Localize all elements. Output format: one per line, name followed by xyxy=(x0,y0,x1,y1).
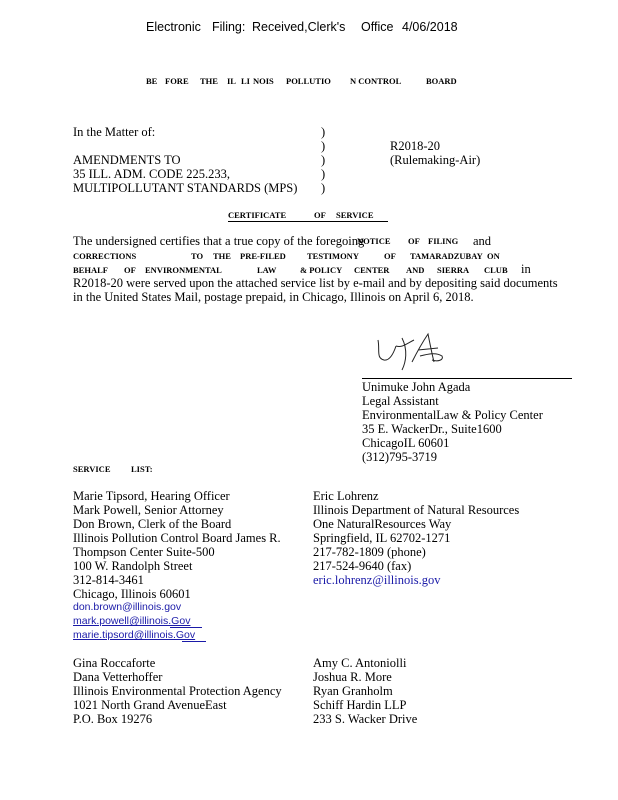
caption-paren: ) xyxy=(321,139,326,153)
caption-paren: ) xyxy=(321,167,326,181)
header-date: 4/06/2018 xyxy=(402,20,458,34)
signature-line xyxy=(362,378,572,379)
statement-word: ENVIRONMENTAL xyxy=(145,265,222,275)
party-line: One NaturalResources Way xyxy=(313,517,452,531)
statement-word: TAMARADZUBAY xyxy=(410,251,483,261)
email-link[interactable]: mark.powell@illinois.Gov xyxy=(73,615,191,627)
board-title-word: LI xyxy=(241,76,250,86)
statement-word: CORRECTIONS xyxy=(73,251,137,261)
board-title-word: POLLUTIO xyxy=(286,76,331,86)
service-list-word: LIST: xyxy=(131,464,153,474)
party-line: 217-782-1809 (phone) xyxy=(313,545,426,559)
statement-word: LAW xyxy=(257,265,277,275)
party-line: Illinois Department of Natural Resources xyxy=(313,503,520,517)
board-title-word: THE xyxy=(200,76,218,86)
party-line: 100 W. Randolph Street xyxy=(73,559,193,573)
email-link[interactable]: eric.lohrenz@illinois.gov xyxy=(313,573,441,587)
statement-word: in xyxy=(521,262,531,276)
header-electronic: Electronic xyxy=(146,20,201,34)
signature-image xyxy=(372,326,462,374)
party-line: 217-524-9640 (fax) xyxy=(313,559,412,573)
service-list-word: SERVICE xyxy=(73,464,111,474)
statement-word: OF xyxy=(124,265,136,275)
caption-paren: ) xyxy=(321,125,326,139)
party-line: P.O. Box 19276 xyxy=(73,712,153,726)
signer-phone: (312)795-3719 xyxy=(362,450,437,464)
email-underline-tail xyxy=(182,641,206,642)
docket-type: (Rulemaking-Air) xyxy=(390,153,481,167)
party-line: 233 S. Wacker Drive xyxy=(313,712,418,726)
email-link[interactable]: marie.tipsord@illinois.Gov xyxy=(73,629,196,641)
party-line: 312-814-3461 xyxy=(73,573,144,587)
caption-line: 35 ILL. ADM. CODE 225.233, xyxy=(73,167,230,181)
signer-city: ChicagoIL 60601 xyxy=(362,436,450,450)
signer-org: EnvironmentalLaw & Policy Center xyxy=(362,408,543,422)
statement-word: PRE-FILED xyxy=(240,251,286,261)
party-line: Schiff Hardin LLP xyxy=(313,698,407,712)
certificate-underline xyxy=(228,221,388,222)
statement-word: TESTIMONY xyxy=(307,251,359,261)
statement-word: OF xyxy=(408,236,420,246)
party-line: Ryan Granholm xyxy=(313,684,393,698)
party-line: Gina Roccaforte xyxy=(73,656,156,670)
statement-text: R2018-20 were served upon the attached service list by e-mail and by depositing said documents xyxy=(73,276,558,290)
board-title-word: NOIS xyxy=(253,76,274,86)
statement-word: TO xyxy=(191,251,204,261)
party-line: Eric Lohrenz xyxy=(313,489,379,503)
statement-word: FILING xyxy=(428,236,459,246)
header-office: Office xyxy=(361,20,394,34)
caption-line: AMENDMENTS TO xyxy=(73,153,181,167)
certificate-word: SERVICE xyxy=(336,210,374,220)
statement-text: in the United States Mail, postage prepaid, in Chicago, Illinois on April 6, 2018. xyxy=(73,290,474,304)
header-filing: Filing: xyxy=(212,20,246,34)
board-title-word: N CONTROL xyxy=(350,76,402,86)
header-received: Received,Clerk's xyxy=(252,20,346,34)
caption-paren: ) xyxy=(321,153,326,167)
party-line: 1021 North Grand AvenueEast xyxy=(73,698,227,712)
statement-word: THE xyxy=(213,251,231,261)
statement-word: NOTICE xyxy=(357,236,391,246)
caption-paren: ) xyxy=(321,181,326,195)
docket-number: R2018-20 xyxy=(390,139,440,153)
certificate-word: OF xyxy=(314,210,326,220)
party-line: Illinois Pollution Control Board James R. xyxy=(73,531,281,545)
statement-word: SIERRA xyxy=(437,265,470,275)
statement-word: OF xyxy=(384,251,396,261)
party-line: Thompson Center Suite-500 xyxy=(73,545,215,559)
party-line: Dana Vetterhoffer xyxy=(73,670,163,684)
party-line: Chicago, Illinois 60601 xyxy=(73,587,191,601)
signer-title: Legal Assistant xyxy=(362,394,439,408)
board-title-word: BE xyxy=(146,76,158,86)
statement-word: & POLICY xyxy=(300,265,343,275)
party-line: Joshua R. More xyxy=(313,670,392,684)
signer-name: Unimuke John Agada xyxy=(362,380,471,394)
board-title-word: IL xyxy=(227,76,236,86)
board-title-word: FORE xyxy=(165,76,189,86)
signer-address: 35 E. WackerDr., Suite1600 xyxy=(362,422,502,436)
email-link[interactable]: don.brown@illinois.gov xyxy=(73,601,182,613)
party-line: Amy C. Antoniolli xyxy=(313,656,407,670)
party-line: Marie Tipsord, Hearing Officer xyxy=(73,489,230,503)
board-title-word: BOARD xyxy=(426,76,457,86)
statement-word: AND xyxy=(406,265,425,275)
in-matter-of: In the Matter of: xyxy=(73,125,156,139)
party-line: Mark Powell, Senior Attorney xyxy=(73,503,224,517)
statement-text: The undersigned certifies that a true copy of the foregoing xyxy=(73,234,365,248)
caption-line: MULTIPOLLUTANT STANDARDS (MPS) xyxy=(73,181,298,195)
party-line: Don Brown, Clerk of the Board xyxy=(73,517,232,531)
email-underline-tail xyxy=(170,627,202,628)
party-line: Springfield, IL 62702-1271 xyxy=(313,531,451,545)
statement-word: and xyxy=(473,234,492,248)
statement-word: CENTER xyxy=(354,265,390,275)
certificate-word: CERTIFICATE xyxy=(228,210,287,220)
statement-word: BEHALF xyxy=(73,265,108,275)
statement-word: CLUB xyxy=(484,265,508,275)
party-line: Illinois Environmental Protection Agency xyxy=(73,684,282,698)
statement-word: ON xyxy=(487,251,500,261)
